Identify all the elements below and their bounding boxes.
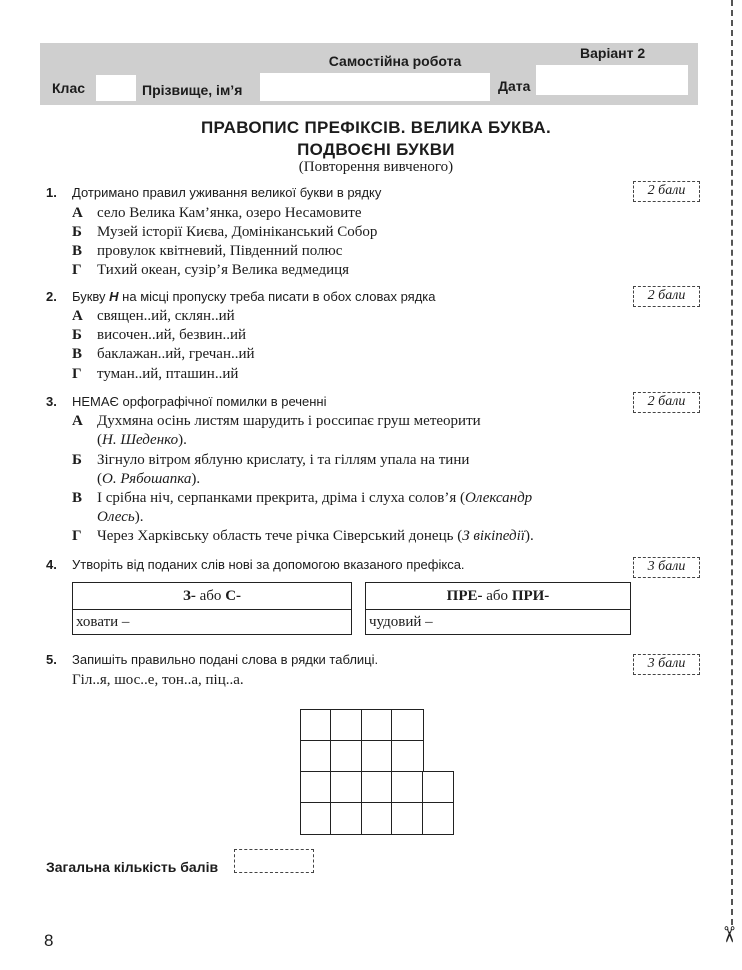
- question-2-text: [72, 289, 436, 304]
- name-field[interactable]: [260, 73, 490, 101]
- author-name: Н. Шеденко: [102, 432, 179, 448]
- answer-cell[interactable]: чудовий –: [369, 614, 433, 630]
- option-text: Через Харківську область тече річка Сіверський донець (З вікіпедії).: [97, 528, 534, 544]
- prefix-a: З-: [182, 588, 196, 604]
- grid-cell[interactable]: [391, 771, 424, 804]
- grid-cell[interactable]: [330, 802, 363, 835]
- option-text: Тихий океан, сузір’я Велика ведмедиця: [97, 262, 350, 278]
- grid-cell[interactable]: [361, 771, 393, 804]
- question-5-number: 5.: [46, 652, 57, 667]
- option-letter: Б: [72, 452, 82, 468]
- table-header: [366, 583, 630, 610]
- page-title: [90, 117, 662, 161]
- scissors-icon: ✂: [715, 925, 741, 944]
- grid-cell[interactable]: [300, 740, 332, 773]
- title-line-1: ПРАВОПИС ПРЕФІКСІВ. ВЕЛИКА БУКВА.: [200, 118, 552, 137]
- prefix-or: або: [195, 588, 226, 604]
- source-name: З вікіпедії: [462, 528, 525, 544]
- question-2-text-post: на місці пропуску треба писати в обох словах рядка: [118, 289, 436, 304]
- question-5-text: Запишіть правильно подані слова в рядки таблиці.: [72, 652, 379, 667]
- class-field[interactable]: [96, 75, 136, 101]
- grid-cell[interactable]: [391, 740, 424, 773]
- option-letter: В: [72, 243, 83, 259]
- cut-line: [731, 0, 733, 925]
- grid-cell[interactable]: [422, 771, 454, 804]
- author-last-name: Олесь: [97, 509, 135, 525]
- option-author: (О. Рябошапка).: [97, 471, 201, 487]
- prefix-b: С-: [225, 588, 242, 604]
- grid-cell[interactable]: [361, 709, 393, 742]
- grid-cell[interactable]: [422, 802, 454, 835]
- class-label: Клас: [52, 80, 86, 96]
- question-3-points: 2 бали: [633, 392, 700, 413]
- name-label: Прізвище, ім’я: [142, 82, 243, 98]
- option-text: село Велика Кам’янка, озеро Несамовите: [97, 205, 362, 221]
- question-5-words: Гіл..я, шос..е, тон..а, піц..а.: [72, 672, 244, 688]
- question-1-number: 1.: [46, 185, 57, 200]
- option-text: Музей історії Києва, Домініканський Собор: [97, 224, 378, 240]
- grid-cell[interactable]: [391, 709, 424, 742]
- prefix-or: або: [482, 588, 512, 604]
- option-letter: А: [72, 205, 83, 221]
- grid-cell[interactable]: [300, 709, 332, 742]
- question-5-points: 3 бали: [633, 654, 700, 675]
- header-band: [40, 43, 698, 105]
- question-2-text-pre: Букву: [72, 289, 110, 304]
- question-3-number: 3.: [46, 394, 57, 409]
- question-2-letter: Н: [109, 289, 119, 304]
- option-text: священ..ий, склян..ий: [97, 308, 235, 324]
- option-letter: Б: [72, 224, 82, 240]
- question-2-points: 2 бали: [633, 286, 700, 307]
- grid-cell[interactable]: [361, 740, 393, 773]
- option-text: Зігнуло вітром яблуню крислату, і та гіллям упала на тини: [97, 452, 470, 468]
- question-4-points: 3 бали: [633, 557, 700, 578]
- option-text-main: Через Харківську область тече річка Сіверський донець (: [97, 528, 463, 544]
- grid-cell[interactable]: [361, 802, 393, 835]
- total-score-label: Загальна кількість балів: [46, 859, 219, 875]
- option-text: туман..ий, пташин..ий: [97, 366, 239, 382]
- question-3-text: НЕМАЄ орфографічної помилки в реченні: [72, 394, 327, 409]
- option-letter: В: [72, 346, 83, 362]
- prefix-b: ПРИ-: [511, 588, 550, 604]
- option-letter: В: [72, 490, 83, 506]
- option-text: баклажан..ий, гречан..ий: [97, 346, 255, 362]
- question-4-text: Утворіть від поданих слів нові за допомогою вказаного префікса.: [72, 557, 465, 572]
- option-letter: Г: [72, 366, 82, 382]
- prefix-table-z-s: [72, 582, 352, 635]
- option-author: Олесь).: [97, 509, 144, 525]
- variant-label: Варіант 2: [580, 45, 646, 61]
- title-line-2: ПОДВОЄНІ БУКВИ: [297, 140, 455, 159]
- question-4-number: 4.: [46, 557, 57, 572]
- author-name: О. Рябошапка: [102, 471, 192, 487]
- question-1-text: Дотримано правил уживання великої букви в рядку: [72, 185, 382, 200]
- grid-cell[interactable]: [330, 709, 363, 742]
- grid-cell[interactable]: [330, 771, 363, 804]
- prefix-table-pre-pry: [365, 582, 631, 635]
- question-2-number: 2.: [46, 289, 57, 304]
- total-score-field[interactable]: [234, 849, 314, 873]
- author-first-name: Олександр: [465, 490, 533, 506]
- prefix-a: ПРЕ-: [446, 588, 483, 604]
- page-number: 8: [44, 931, 54, 950]
- option-text: провулок квітневий, Південний полюс: [97, 243, 343, 259]
- option-letter: А: [72, 413, 83, 429]
- question-1-points: 2 бали: [633, 181, 700, 202]
- option-letter: А: [72, 308, 83, 324]
- grid-cell[interactable]: [300, 802, 332, 835]
- grid-cell[interactable]: [330, 740, 363, 773]
- page-subtitle: (Повторення вивченого): [298, 159, 454, 175]
- table-header: [73, 583, 351, 610]
- header-title: Самостійна робота: [328, 53, 462, 69]
- grid-cell[interactable]: [300, 771, 332, 804]
- option-author: (Н. Шеденко).: [97, 432, 187, 448]
- option-letter: Б: [72, 327, 82, 343]
- grid-cell[interactable]: [391, 802, 424, 835]
- answer-cell[interactable]: ховати –: [76, 614, 130, 630]
- option-text: Духмяна осінь листям шарудить і россипає груш метеорити: [97, 413, 481, 429]
- option-text: [97, 489, 532, 508]
- option-letter: Г: [72, 262, 82, 278]
- option-letter: Г: [72, 528, 82, 544]
- option-text: височен..ий, безвин..ий: [97, 327, 247, 343]
- date-label: Дата: [498, 78, 531, 94]
- date-field[interactable]: [536, 65, 688, 95]
- option-text-main: І срібна ніч, серпанками прекрита, дріма і слуха солов’я (: [97, 490, 466, 506]
